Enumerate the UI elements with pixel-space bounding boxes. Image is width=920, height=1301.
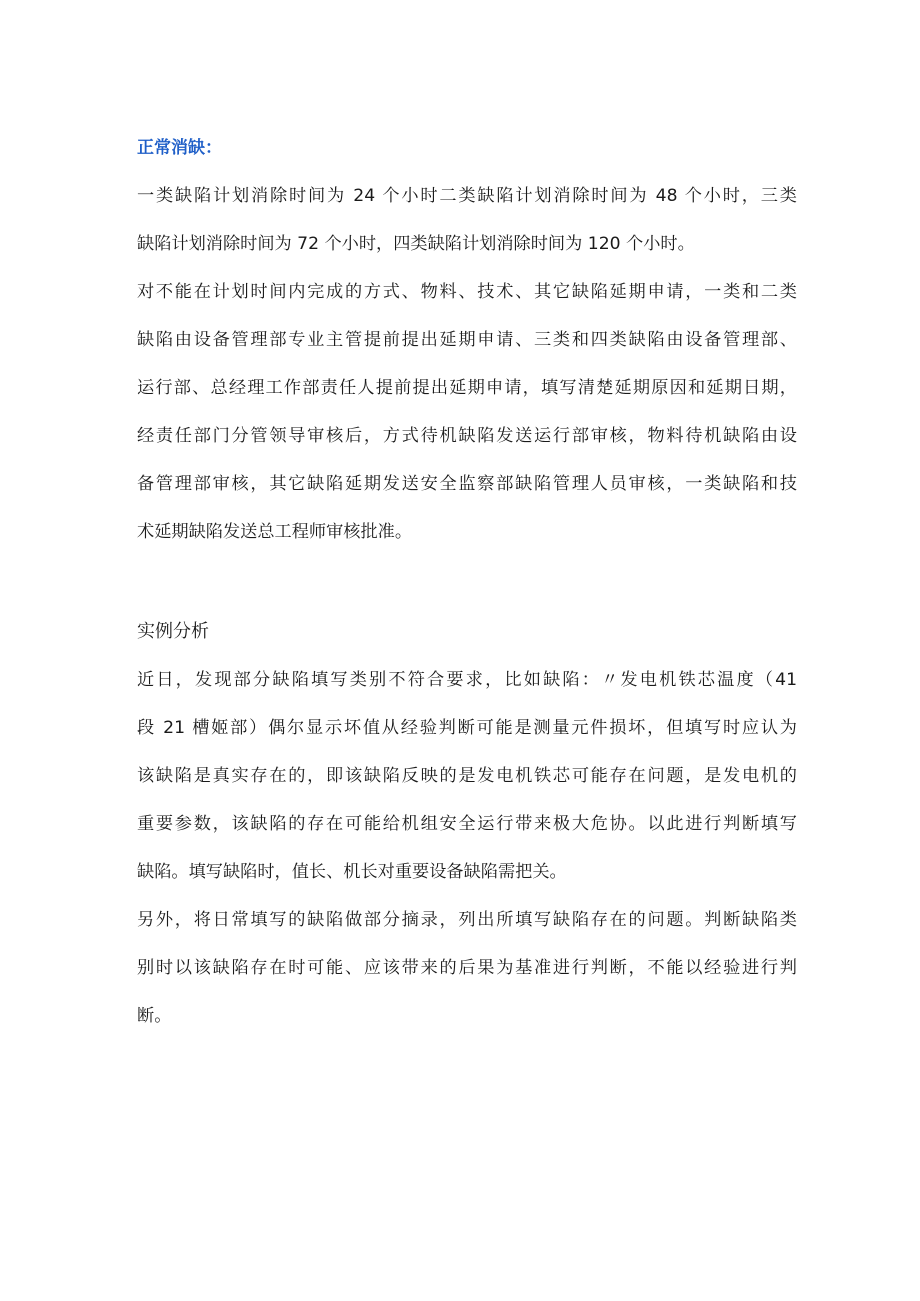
paragraph-line: 断。: [137, 1006, 172, 1026]
paragraph-line: 该缺陷是真实存在的，即该缺陷反映的是发电机铁芯可能存在问题，是发电机的: [137, 766, 797, 786]
paragraph-line: 对不能在计划时间内完成的方式、物料、技术、其它缺陷延期申请，一类和二类: [137, 282, 797, 302]
fix-time-rule-paragraph: [137, 172, 797, 268]
paragraph-line: 备管理部审核，其它缺陷延期发送安全监察部缺陷管理人员审核，一类缺陷和技: [137, 474, 797, 494]
paragraph-line: 近日，发现部分缺陷填写类别不符合要求，比如缺陷：〃发电机铁芯温度（41: [137, 670, 797, 690]
paragraph-line: 另外，将日常填写的缺陷做部分摘录，列出所填写缺陷存在的问题。判断缺陷类: [137, 910, 797, 930]
paragraph-line: 经责任部门分管领导审核后，方式待机缺陷发送运行部审核，物料待机缺陷由设: [137, 426, 797, 446]
paragraph-line: 术延期缺陷发送总工程师审核批准。: [137, 522, 413, 542]
extra-note-paragraph: [137, 896, 797, 1040]
delay-request-paragraph: [137, 268, 797, 556]
paragraph-line: 段 21 槽姬部）偶尔显示坏值从经验判断可能是测量元件损坏，但填写时应认为: [137, 718, 797, 738]
case-analysis-title: 实例分析: [137, 621, 209, 642]
paragraph-line: 缺陷由设备管理部专业主管提前提出延期申请、三类和四类缺陷由设备管理部、: [137, 330, 797, 350]
example-paragraph: [137, 656, 797, 896]
paragraph-line: 缺陷。填写缺陷时，值长、机长对重要设备缺陷需把关。: [137, 862, 567, 882]
paragraph-line: 重要参数，该缺陷的存在可能给机组安全运行带来极大危协。以此进行判断填写: [137, 814, 797, 834]
paragraph-line: 别时以该缺陷存在时可能、应该带来的后果为基准进行判断，不能以经验进行判: [137, 958, 797, 978]
paragraph-line: 运行部、总经理工作部责任人提前提出延期申请，填写清楚延期原因和延期日期，: [137, 378, 797, 398]
paragraph-line: 一类缺陷计划消除时间为 24 个小时二类缺陷计划消除时间为 48 个小时，三类: [137, 186, 797, 206]
normal-fix-heading: 正常消缺：: [137, 138, 222, 158]
paragraph-line: 缺陷计划消除时间为 72 个小时，四类缺陷计划消除时间为 120 个小时。: [137, 234, 695, 254]
